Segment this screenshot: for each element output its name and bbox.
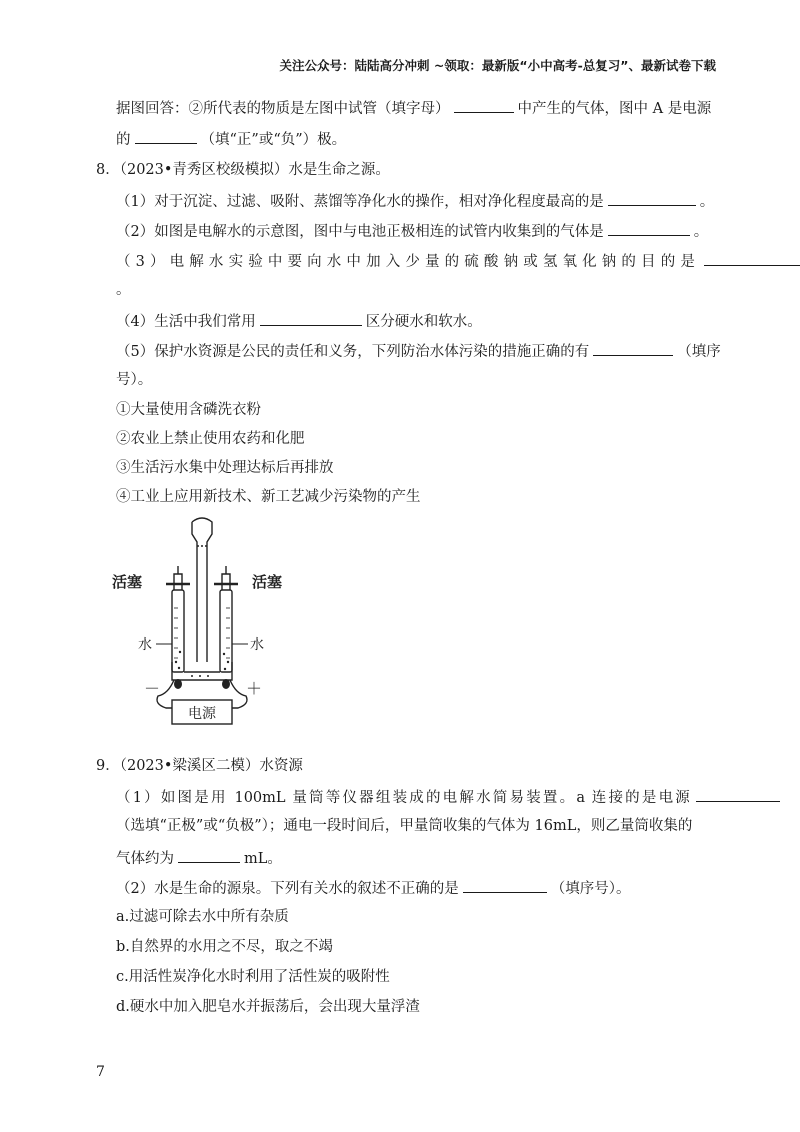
text-segment: （2）水是生命的源泉。下列有关水的叙述不正确的是 xyxy=(116,881,459,897)
text-segment: （填序 xyxy=(677,344,721,360)
text-segment: （1）如图是用 100mL 量筒等仪器组装成的电解水简易装置。a 连接的是电源 xyxy=(116,790,692,806)
text-segment: （填“正”或“负”）极。 xyxy=(200,132,347,148)
q8-option: ②农业上禁止使用农药和化肥 xyxy=(116,431,305,447)
text-segment: 。 xyxy=(693,224,709,240)
text-segment: 的 xyxy=(116,132,131,148)
q9-option: c.用活性炭净化水时利用了活性炭的吸附性 xyxy=(116,969,390,985)
q9-part-1-cont: （选填“正极”或“负极”）；通电一段时间后，甲量筒收集的气体为 16mL，则乙量筒收集的 xyxy=(116,818,693,834)
text-segment: （填序号）。 xyxy=(550,881,631,897)
left-water-label: 水 xyxy=(138,637,152,653)
q8-part-2 xyxy=(116,220,708,242)
answer-blank[interactable] xyxy=(454,97,514,113)
power-source-label: 电源 xyxy=(188,706,216,722)
answer-blank[interactable] xyxy=(178,847,240,863)
right-water-label: 水 xyxy=(250,637,264,653)
answer-blank[interactable] xyxy=(608,220,690,236)
q8-option: ①大量使用含磷洗衣粉 xyxy=(116,402,261,418)
text-segment: 气体约为 xyxy=(116,851,174,867)
text-segment: （3）电解水实验中要向水中加入少量的硫酸钠或氢氧化钠的目的是 xyxy=(116,254,700,270)
text-segment: 区分硬水和软水。 xyxy=(365,314,482,330)
answer-blank[interactable] xyxy=(593,340,673,356)
answer-blank[interactable] xyxy=(704,250,800,266)
text-segment: （4）生活中我们常用 xyxy=(116,314,256,330)
q8-part-3 xyxy=(116,250,800,272)
answer-blank[interactable] xyxy=(135,128,197,144)
q8-part-4 xyxy=(116,310,482,332)
continuation-line-1 xyxy=(116,97,711,119)
q9-option: a.过滤可除去水中所有杂质 xyxy=(116,909,289,925)
q8-title: 8．（2023•青秀区校级模拟）水是生命之源。 xyxy=(96,162,390,178)
continuation-line-2 xyxy=(116,128,346,150)
answer-blank[interactable] xyxy=(696,786,780,802)
q9-option: b.自然界的水用之不尽，取之不竭 xyxy=(116,939,333,955)
page-number: 7 xyxy=(96,1064,105,1080)
q8-part-3-end: 。 xyxy=(116,282,131,298)
q9-title: 9．（2023•梁溪区二模）水资源 xyxy=(96,758,303,774)
q9-option: d.硬水中加入肥皂水并振荡后，会出现大量浮渣 xyxy=(116,999,420,1015)
q8-option: ③生活污水集中处理达标后再排放 xyxy=(116,460,334,476)
q9-part-1-end xyxy=(116,847,282,869)
answer-blank[interactable] xyxy=(608,190,696,206)
answer-blank[interactable] xyxy=(260,310,362,326)
right-stopcock-label: 活塞 xyxy=(252,573,283,591)
text-segment: 据图回答：②所代表的物质是左图中试管（填字母） xyxy=(116,101,450,117)
answer-blank[interactable] xyxy=(463,877,547,893)
positive-terminal-label: ＋ xyxy=(246,679,263,698)
page-header: 关注公众号：陆陆高分冲刺 ~领取：最新版“小中高考-总复习”、最新试卷下载 xyxy=(279,58,716,73)
text-segment: 。 xyxy=(699,194,715,210)
q8-part-5-cont: 号）。 xyxy=(116,372,153,388)
text-segment: 中产生的气体，图中 A 是电源 xyxy=(517,101,712,117)
q9-part-1 xyxy=(116,786,780,808)
text-segment: （5）保护水资源是公民的责任和义务，下列防治水体污染的措施正确的有 xyxy=(116,344,590,360)
q9-part-2 xyxy=(116,877,630,899)
q8-part-1 xyxy=(116,190,714,212)
electrolysis-apparatus-figure xyxy=(108,512,308,730)
text-segment: （1）对于沉淀、过滤、吸附、蒸馏等净化水的操作，相对净化程度最高的是 xyxy=(116,194,604,210)
q8-part-5 xyxy=(116,340,721,362)
text-segment: （2）如图是电解水的示意图，图中与电池正极相连的试管内收集到的气体是 xyxy=(116,224,604,240)
text-segment: mL。 xyxy=(244,851,282,867)
left-stopcock-label: 活塞 xyxy=(112,573,143,591)
q8-option: ④工业上应用新技术、新工艺减少污染物的产生 xyxy=(116,489,421,505)
negative-terminal-label: － xyxy=(144,679,161,698)
